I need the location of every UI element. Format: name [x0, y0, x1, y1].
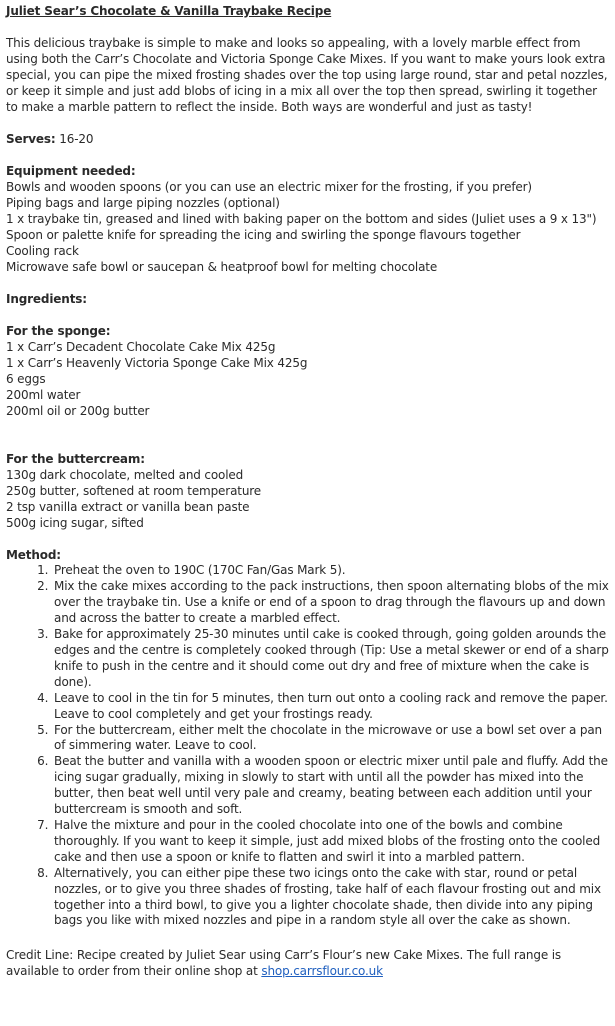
buttercream-item: 500g icing sugar, sifted: [6, 516, 144, 531]
equipment-item: 1 x traybake tin, greased and lined with baking paper on the bottom and sides (Juliet uses a 9 x 13"): [6, 212, 597, 227]
sponge-section: [6, 323, 609, 419]
sponge-item: 200ml water: [6, 388, 81, 403]
recipe-title: Juliet Sear’s Chocolate & Vanilla Traybake Recipe: [6, 4, 332, 18]
equipment-item: Microwave safe bowl or saucepan & heatproof bowl for melting chocolate: [6, 260, 438, 275]
method-step: 5. For the buttercream, either melt the chocolate in the microwave or use a bowl set over a pan of simmering water. Leave to cool.: [52, 723, 609, 755]
sponge-item: 1 x Carr’s Heavenly Victoria Sponge Cake Mix 425g: [6, 356, 308, 371]
method-step: 1. Preheat the oven to 190C (170C Fan/Gas Mark 5).: [52, 563, 609, 579]
method-step: 7. Halve the mixture and pour in the cooled chocolate into one of the bowls and combine thoroughly. If you want to keep it simple, just add mixed blobs of the frosting onto the cooled cake and then use a spoon or knife to flatten and swirl it into a marbled pattern.: [52, 818, 609, 866]
serves-line: [6, 131, 609, 147]
method-heading: Method:: [6, 548, 61, 563]
equipment-item: Spoon or palette knife for spreading the icing and swirling the sponge flavours together: [6, 228, 521, 243]
ingredients-heading: Ingredients:: [6, 292, 87, 307]
sponge-item: 200ml oil or 200g butter: [6, 404, 150, 419]
buttercream-section: [6, 451, 609, 531]
credit-text: Credit Line: Recipe created by Juliet Sear using Carr’s Flour’s new Cake Mixes. The full range is available to order from their online shop at: [6, 948, 562, 979]
serves-value: 16-20: [59, 132, 94, 147]
method-section: [6, 547, 609, 929]
buttercream-item: 130g dark chocolate, melted and cooled: [6, 468, 244, 483]
equipment-item: Cooling rack: [6, 244, 79, 259]
shop-link[interactable]: shop.carrsflour.co.uk: [261, 964, 383, 979]
serves-label: Serves:: [6, 132, 56, 147]
sponge-item: 1 x Carr’s Decadent Chocolate Cake Mix 425g: [6, 340, 276, 355]
method-step: 6. Beat the butter and vanilla with a wooden spoon or electric mixer until pale and fluffy. Add the icing sugar gradually, mixing in slowly to start with until all the powder has mixed into the butter, then beat well until very pale and creamy, beating between each addition until your buttercream is smooth and soft.: [52, 754, 609, 818]
method-step: 8. Alternatively, you can either pipe these two icings onto the cake with star, round or petal nozzles, or to give you three shades of frosting, take half of each flavour frosting out and mix together into a third bowl, to give you a lighter chocolate shade, then divide into any piping bags you like with mixed nozzles and pipe in a random style all over the cake as shown.: [52, 866, 609, 930]
sponge-item: 6 eggs: [6, 372, 46, 387]
buttercream-heading: For the buttercream:: [6, 452, 145, 467]
credit-line: [6, 947, 609, 979]
equipment-heading: Equipment needed:: [6, 164, 136, 179]
intro-paragraph: This delicious traybake is simple to make and looks so appealing, with a lovely marble effect from using both the Carr’s Chocolate and Victoria Sponge Cake Mixes. If you want to make yours look extra special, you can pipe the mixed frosting shades over the top using large round, star and petal nozzles, or keep it simple and just add blobs of icing in a mix all over the top then spread, swirling it together to make a marble pattern to reflect the inside. Both ways are wonderful and just as tasty!: [6, 36, 608, 115]
equipment-item: Bowls and wooden spoons (or you can use an electric mixer for the frosting, if you prefer): [6, 180, 532, 195]
method-steps: [6, 563, 609, 929]
sponge-heading: For the sponge:: [6, 324, 111, 339]
equipment-item: Piping bags and large piping nozzles (optional): [6, 196, 280, 211]
method-step: 3. Bake for approximately 25-30 minutes until cake is cooked through, going golden arounds the edges and the centre is completely cooked through (Tip: Use a metal skewer or end of a sharp knife to push in the centre and it should come out dry and free of mixture when the cake is done).: [52, 627, 609, 691]
method-step: 4. Leave to cool in the tin for 5 minutes, then turn out onto a cooling rack and remove the paper. Leave to cool completely and get your frostings ready.: [52, 691, 609, 723]
buttercream-item: 2 tsp vanilla extract or vanilla bean paste: [6, 500, 250, 515]
ingredients-section: [6, 291, 609, 307]
equipment-section: [6, 163, 609, 275]
buttercream-item: 250g butter, softened at room temperature: [6, 484, 262, 499]
method-step: 2. Mix the cake mixes according to the pack instructions, then spoon alternating blobs of the mix over the traybake tin. Use a knife or end of a spoon to drag through the flavours up and down and across the batter to create a marbled effect.: [52, 579, 609, 627]
